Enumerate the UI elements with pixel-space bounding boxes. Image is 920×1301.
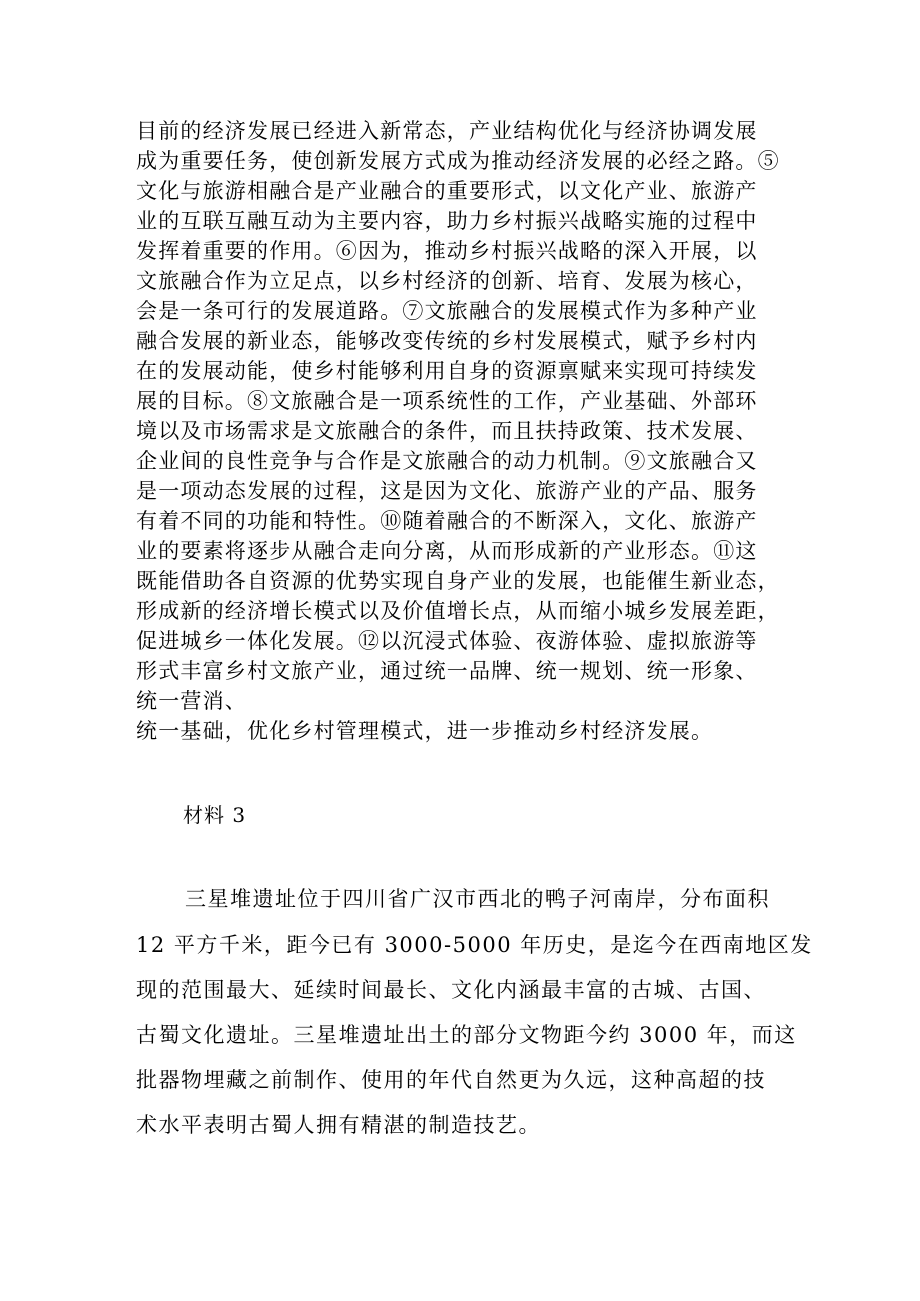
text-line: 展的目标。⑧文旅融合是一项系统性的工作，产业基础、外部环 [136, 389, 758, 413]
text-line: 企业间的良性竞争与合作是文旅融合的动力机制。⑨文旅融合又 [136, 449, 758, 473]
text-line: 是一项动态发展的过程，这是因为文化、旅游产业的产品、服务 [136, 479, 758, 503]
text-line: 12 平方千米，距今已有 3000-5000 年历史，是迄今在西南地区发 [136, 933, 813, 957]
text-line: 目前的经济发展已经进入新常态，产业结构优化与经济协调发展 [136, 119, 758, 143]
text-line: 促进城乡一体化发展。⑫以沉浸式体验、夜游体验、虚拟旅游等 [136, 629, 758, 653]
text-line: 三星堆遗址位于四川省广汉市西北的鸭子河南岸，分布面积 [185, 887, 770, 911]
text-line: 既能借助各自资源的优势实现自身产业的发展，也能催生新业态， [136, 569, 780, 593]
text-line: 批器物埋藏之前制作、使用的年代自然更为久远，这种高超的技 [136, 1068, 766, 1092]
section-heading: 材料 3 [183, 803, 247, 827]
text-line: 统一营消、 [136, 689, 247, 713]
text-line: 形成新的经济增长模式以及价值增长点，从而缩小城乡发展差距， [136, 599, 780, 623]
text-line: 文旅融合作为立足点，以乡村经济的创新、培育、发展为核心， [136, 269, 758, 293]
text-line: 术水平表明古蜀人拥有精湛的制造技艺。 [136, 1113, 541, 1137]
text-line: 形式丰富乡村文旅产业，通过统一品牌、统一规划、统一形象、 [136, 659, 758, 683]
text-line: 在的发展动能，使乡村能够利用自身的资源禀赋来实现可持续发 [136, 359, 758, 383]
text-line: 古蜀文化遗址。三星堆遗址出土的部分文物距今约 3000 年，而这 [136, 1023, 797, 1047]
text-line: 现的范围最大、延续时间最长、文化内涵最丰富的古城、古国、 [136, 978, 766, 1002]
text-line: 成为重要任务，使创新发展方式成为推动经济发展的必经之路。⑤ [136, 149, 780, 173]
text-line: 发挥着重要的作用。⑥因为，推动乡村振兴战略的深入开展，以 [136, 239, 758, 263]
text-line: 业的互联互融互动为主要内容，助力乡村振兴战略实施的过程中 [136, 209, 758, 233]
text-line: 境以及市场需求是文旅融合的条件，而且扶持政策、技术发展、 [136, 419, 758, 443]
text-line: 会是一条可行的发展道路。⑦文旅融合的发展模式作为多种产业 [136, 299, 758, 323]
text-line: 文化与旅游相融合是产业融合的重要形式，以文化产业、旅游产 [136, 179, 758, 203]
text-line: 有着不同的功能和特性。⑩随着融合的不断深入，文化、旅游产 [136, 509, 758, 533]
text-line: 业的要素将逐步从融合走向分离，从而形成新的产业形态。⑪这 [136, 539, 758, 563]
text-line: 统一基础，优化乡村管理模式，进一步推动乡村经济发展。 [136, 719, 714, 743]
text-line: 融合发展的新业态，能够改变传统的乡村发展模式，赋予乡村内 [136, 329, 758, 353]
